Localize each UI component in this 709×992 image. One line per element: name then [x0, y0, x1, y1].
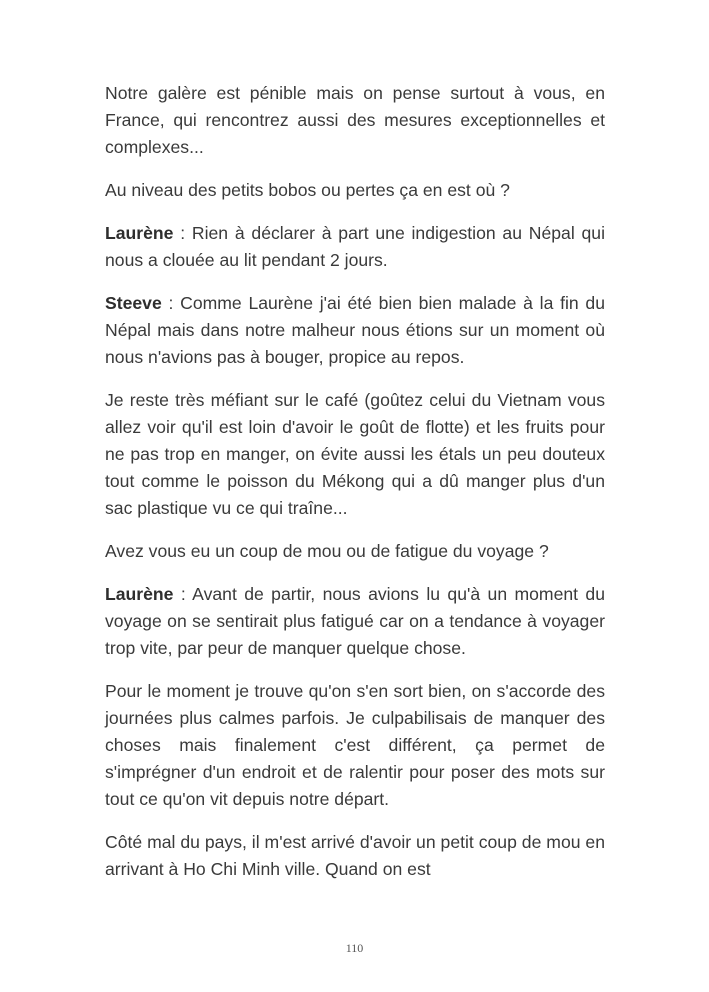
- paragraph-1: [105, 80, 605, 161]
- paragraph-7-laurene: [105, 581, 605, 662]
- paragraph-text: Je reste très méfiant sur le café (goûtez celui du Vietnam vous allez voir qu'il est loin d'avoir le goût de flotte) et les fruits pour ne pas trop en manger, on évite aussi les étals un peu douteux tout comme le poisson du Mékong qui a dû manger plus d'un sac plastique vu ce qui traîne...: [105, 390, 605, 518]
- paragraph-text: Au niveau des petits bobos ou pertes ça en est où ?: [105, 180, 510, 200]
- paragraph-text: Avez vous eu un coup de mou ou de fatigue du voyage ?: [105, 541, 549, 561]
- speaker-separator: :: [161, 293, 181, 313]
- paragraph-8: [105, 678, 605, 813]
- speaker-separator: :: [173, 584, 193, 604]
- page-body: [105, 80, 605, 899]
- paragraph-5: [105, 387, 605, 522]
- paragraph-text: Côté mal du pays, il m'est arrivé d'avoir un petit coup de mou en arrivant à Ho Chi Minh ville. Quand on est: [105, 832, 605, 879]
- paragraph-3-laurene: [105, 220, 605, 274]
- paragraph-2-question: [105, 177, 605, 204]
- speaker-name: Laurène: [105, 584, 174, 604]
- paragraph-9: [105, 829, 605, 883]
- paragraph-4-steeve: [105, 290, 605, 371]
- paragraph-text: Pour le moment je trouve qu'on s'en sort bien, on s'accorde des journées plus calmes parfois. Je culpabilisais de manquer des choses mais finalement c'est différent, ça permet de s'imprégner d'un endroit et de ralentir pour poser des mots sur tout ce qu'on vit depuis notre départ.: [105, 681, 605, 809]
- speaker-separator: :: [173, 223, 192, 243]
- paragraph-text: Notre galère est pénible mais on pense surtout à vous, en France, qui rencontrez aussi des mesures exceptionnelles et complexes...: [105, 83, 605, 157]
- speaker-name: Steeve: [105, 293, 162, 313]
- paragraph-text: Rien à déclarer à part une indigestion au Népal qui nous a clouée au lit pendant 2 jours.: [105, 223, 605, 270]
- speaker-name: Laurène: [105, 223, 174, 243]
- paragraph-text: Comme Laurène j'ai été bien bien malade à la fin du Népal mais dans notre malheur nous étions sur un moment où nous n'avions pas à bouger, propice au repos.: [105, 293, 605, 367]
- paragraph-6-question: [105, 538, 605, 565]
- page-number: 110: [345, 941, 364, 955]
- paragraph-text: Avant de partir, nous avions lu qu'à un moment du voyage on se sentirait plus fatigué car on a tendance à voyager trop vite, par peur de manquer quelque chose.: [105, 584, 605, 658]
